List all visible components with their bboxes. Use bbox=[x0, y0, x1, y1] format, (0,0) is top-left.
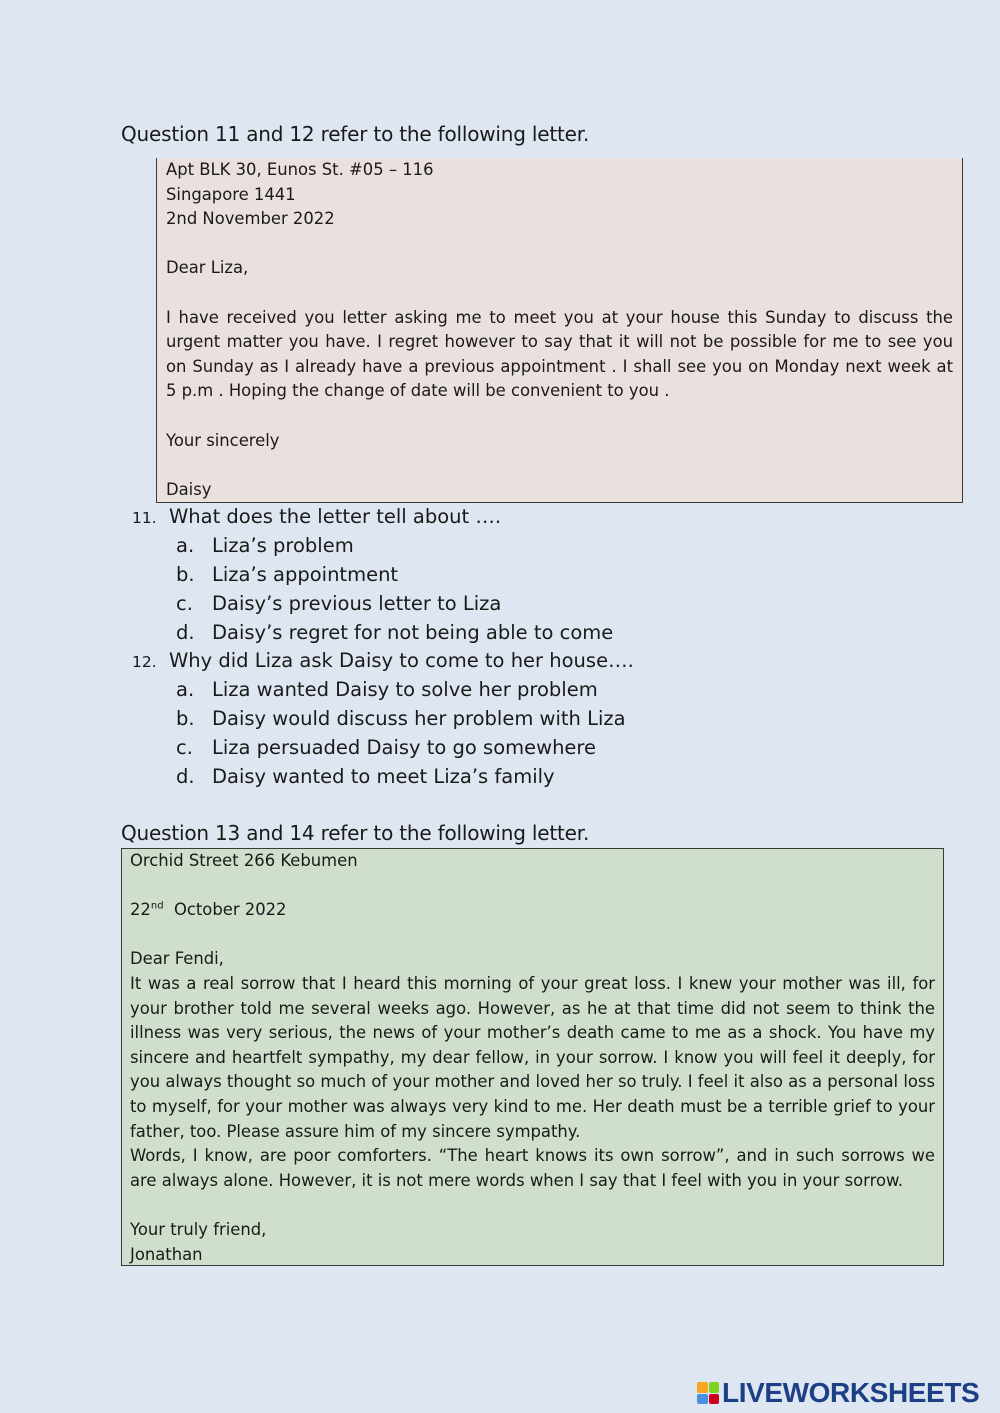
logo-square bbox=[697, 1382, 708, 1393]
letter-box bbox=[156, 158, 963, 503]
option-letter: a. bbox=[176, 534, 195, 557]
option-letter: c. bbox=[176, 736, 193, 759]
logo-square bbox=[709, 1394, 720, 1405]
address-line: Apt BLK 30, Eunos St. #05 – 116 bbox=[166, 160, 434, 179]
option-text: Daisy’s regret for not being able to come bbox=[212, 621, 614, 644]
logo-square bbox=[697, 1394, 708, 1405]
option-11c[interactable] bbox=[176, 592, 501, 615]
question-number: 11. bbox=[132, 509, 157, 527]
logo-square bbox=[709, 1382, 720, 1393]
option-text: Liza’s appointment bbox=[212, 563, 399, 586]
option-11d[interactable] bbox=[176, 621, 613, 644]
option-11a[interactable] bbox=[176, 534, 354, 557]
letter-signature: Daisy bbox=[166, 479, 212, 499]
address-line: Orchid Street 266 Kebumen bbox=[130, 851, 358, 870]
option-text: Daisy wanted to meet Liza’s family bbox=[212, 765, 555, 788]
option-letter: a. bbox=[176, 678, 195, 701]
option-letter: d. bbox=[176, 765, 195, 788]
option-letter: b. bbox=[176, 563, 195, 586]
question-text: What does the letter tell about …. bbox=[169, 505, 502, 528]
section-heading: Question 13 and 14 refer to the following letter. bbox=[121, 821, 590, 845]
option-letter: d. bbox=[176, 621, 195, 644]
letter-date: 22nd October 2022 bbox=[130, 900, 287, 920]
option-12c[interactable] bbox=[176, 736, 596, 759]
liveworksheets-logo[interactable] bbox=[697, 1377, 979, 1409]
question-12 bbox=[132, 649, 634, 672]
section-heading: Question 11 and 12 refer to the following letter. bbox=[121, 122, 590, 146]
letter-body: I have received you letter asking me to meet you at your house this Sunday to discuss the urgent matter you have. I regret however to say that it will not be possible for me to see you on Sunday as I already have a previous appointment . I shall see you on Monday next week at 5 p.m . Hoping the change of date will be convenient to you . bbox=[166, 307, 953, 401]
address-line: Singapore 1441 bbox=[166, 184, 296, 204]
question-11 bbox=[132, 505, 501, 528]
option-12d[interactable] bbox=[176, 765, 555, 788]
letter-body: Words, I know, are poor comforters. “The heart knows its own sorrow”, and in such sorrows we are always alone. However, it is not mere words when I say that I feel with you in your sorrow. bbox=[130, 1146, 935, 1190]
letter-closing: Your truly friend, bbox=[130, 1219, 267, 1239]
option-text: Liza persuaded Daisy to go somewhere bbox=[212, 736, 597, 759]
option-12a[interactable] bbox=[176, 678, 598, 701]
option-12b[interactable] bbox=[176, 707, 626, 730]
option-text: Daisy would discuss her problem with Liza bbox=[212, 707, 626, 730]
option-letter: c. bbox=[176, 592, 193, 615]
option-11b[interactable] bbox=[176, 563, 398, 586]
question-number: 12. bbox=[132, 653, 157, 671]
question-text: Why did Liza ask Daisy to come to her house…. bbox=[169, 649, 634, 672]
logo-text: LIVEWORKSHEETS bbox=[722, 1377, 980, 1408]
letter-date: 2nd November 2022 bbox=[166, 209, 335, 229]
letter-greeting: Dear Fendi, bbox=[130, 949, 224, 969]
option-text: Liza’s problem bbox=[212, 534, 354, 557]
option-letter: b. bbox=[176, 707, 195, 730]
option-text: Daisy’s previous letter to Liza bbox=[212, 592, 502, 615]
option-text: Liza wanted Daisy to solve her problem bbox=[212, 678, 598, 701]
letter-closing: Your sincerely bbox=[166, 430, 280, 450]
letter-box bbox=[121, 848, 944, 1266]
letter-body: It was a real sorrow that I heard this morning of your great loss. I knew your mother was ill, for your brother told me several weeks ago. However, as he at that time did not seem to think the illness was very serious, the news of your mother’s death came to me as a shock. You have my sincere and heartfelt sympathy, my dear fellow, in your sorrow. I know you will feel it deeply, for you always thought so much of your mother and loved her so truly. I feel it also as a personal loss to myself, for your mother was always very kind to me. Her death must be a terrible grief to your father, too. Please assure him of my sincere sympathy. bbox=[130, 973, 935, 1141]
liveworksheets-logo-icon bbox=[697, 1382, 719, 1404]
letter-signature: Jonathan bbox=[130, 1244, 203, 1264]
letter-greeting: Dear Liza, bbox=[166, 258, 249, 278]
